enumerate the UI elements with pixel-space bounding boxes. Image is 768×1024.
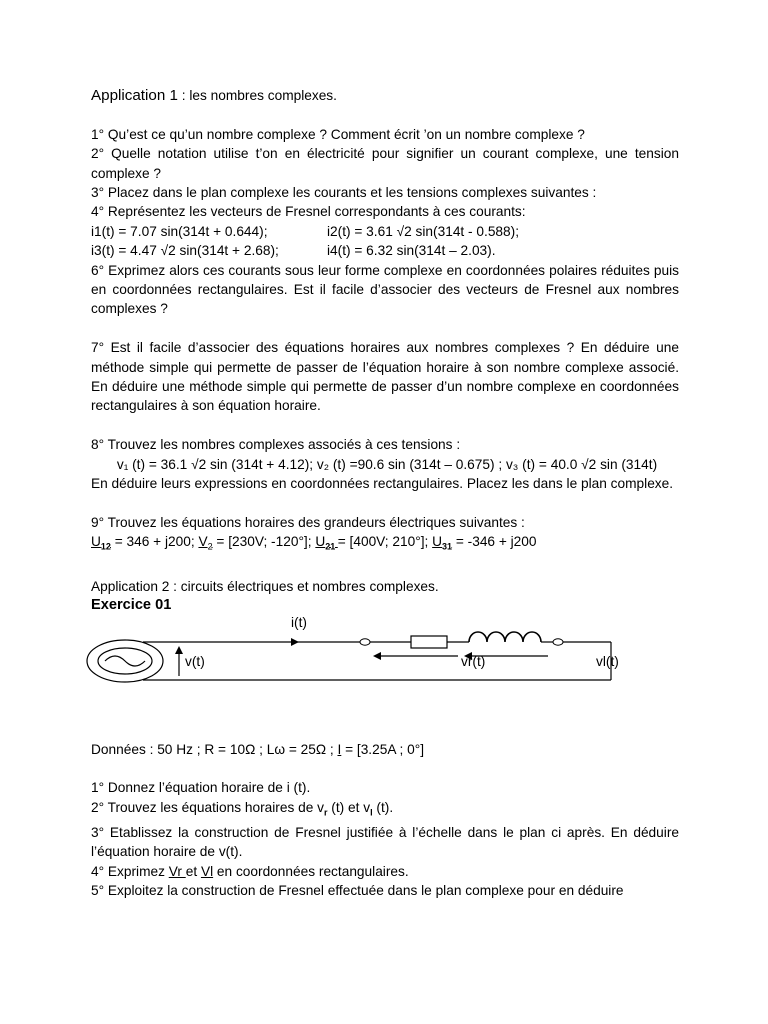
question-8b: En déduire leurs expressions en coordonnées rectangulaires. Placez les dans le plan complexe. <box>91 476 674 492</box>
voltage-arrow-head <box>175 646 183 654</box>
question-3: 3° Placez dans le plan complexe les courants et les tensions complexes suivantes : <box>91 185 597 201</box>
vr-arrow-head <box>373 652 381 660</box>
current-i4: i4(t) = 6.32 sin(314t – 2.03). <box>327 243 496 259</box>
u31-value: = -346 + j200 <box>452 534 537 550</box>
currents-line-2 <box>91 241 679 260</box>
u21-value: = [400V; 210°]; <box>337 534 433 550</box>
resistor-voltage-label: vr(t) <box>461 653 486 669</box>
question-1: 1° Qu’est ce qu’un nombre complexe ? Comment écrit ’on un nombre complexe ? <box>91 126 585 142</box>
document-page <box>91 86 679 901</box>
u31-name: $U_{31}$ <box>432 534 453 553</box>
exercise-question-4: 4° Exprimez Vr et Vl en coordonnées rectangulaires. <box>91 863 409 879</box>
u12-value: = 346 + j200; <box>110 534 199 550</box>
application-2-title: Application 2 : circuits électriques et nombres complexes. <box>91 578 439 594</box>
current-label: i(t) <box>291 614 307 630</box>
question-4: 4° Représentez les vecteurs de Fresnel correspondants à ces courants: <box>91 204 526 220</box>
resistor <box>411 636 447 648</box>
question-9: 9° Trouvez les équations horaires des grandeurs électriques suivantes : <box>91 514 525 530</box>
question-6: 6° Exprimez alors ces courants sous leur forme complexe en coordonnées polaires réduites puis en coordonnées rectangulaires. Est il facile d’associer des vecteurs de Fresnel aux nombres complexes ? <box>91 262 679 317</box>
application-1-subtitle: : les nombres complexes. <box>177 88 337 103</box>
u21-name: $U_{21}$ <box>315 534 338 553</box>
application-1-heading <box>91 86 679 105</box>
inductor <box>469 632 541 642</box>
voltages-line: v₁ (t) = 36.1 √2 sin (314t + 4.12); v₂ (t) =90.6 sin (314t – 0.675) ; v₃ (t) = 40.0 √2 sin (314t) <box>116 456 658 472</box>
currents-line-1 <box>91 222 679 241</box>
application-1-title: Application 1 <box>91 87 178 104</box>
inductor-voltage-label: vl(t) <box>596 653 619 669</box>
question-2: 2° Quelle notation utilise t’on en électricité pour signifier un courant complexe, une tension complexe ? <box>91 146 679 181</box>
circuit-svg <box>83 616 623 740</box>
circuit-diagram <box>91 616 679 740</box>
u12-name: $U_{12}$ <box>91 534 111 553</box>
voltage-source-label: v(t) <box>185 653 205 669</box>
current-phasor-name: I <box>337 741 342 757</box>
current-i2: i2(t) = 3.61 √2 sin(314t - 0.588); <box>327 223 520 239</box>
given-values: Données : 50 Hz ; R = 10Ω ; Lω = 25Ω ; <box>91 741 338 757</box>
vr-phasor: Vr <box>168 863 186 879</box>
question-7: 7° Est il facile d’associer des équations horaires aux nombres complexes ? En déduire une méthode simple qui permette de passer de l’équation horaire à son nombre complexe associé. En déduire une méthode simple qui permette de passer d’un nombre complexe en coordonnées rectangulaires à son équation horaire. <box>91 340 679 414</box>
current-phasor-value: = [3.25A ; 0°] <box>341 741 425 757</box>
exercise-01-title: Exercice 01 <box>91 597 172 614</box>
v2-value: = [230V; -120°]; <box>212 534 316 550</box>
terminal-right <box>553 638 563 644</box>
vl-phasor: Vl <box>200 863 214 879</box>
exercise-question-1: 1° Donnez l’équation horaire de i (t). <box>91 780 311 796</box>
current-arrow <box>291 638 299 646</box>
current-i3: i3(t) = 4.47 √2 sin(314t + 2.68); <box>91 243 279 259</box>
terminal-left <box>360 638 370 644</box>
question-8: 8° Trouvez les nombres complexes associés à ces tensions : <box>91 437 461 453</box>
given-data <box>91 740 679 759</box>
phasor-values-line <box>91 532 679 557</box>
exercise-question-2: 2° Trouvez les équations horaires de $v_r$ (t) et $v_l$ (t). <box>91 799 394 818</box>
current-i1: i1(t) = 7.07 sin(314t + 0.644); <box>91 223 268 239</box>
v2-name: $V_2$ <box>198 534 213 553</box>
exercise-question-5: 5° Exploitez la construction de Fresnel effectuée dans le plan complexe pour en déduire <box>91 883 624 899</box>
exercise-question-3: 3° Etablissez la construction de Fresnel justifiée à l’échelle dans le plan ci après. En déduire l’équation horaire de v(t). <box>91 824 679 860</box>
